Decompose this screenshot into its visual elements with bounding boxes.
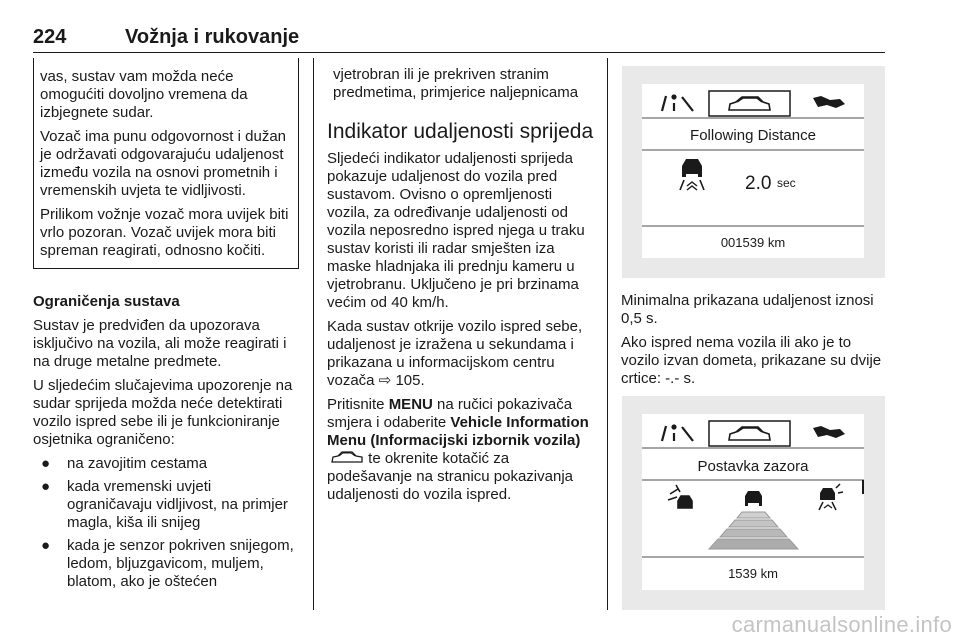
section-heading: Indikator udaljenosti sprijeda bbox=[327, 120, 594, 143]
body-paragraph: U sljedećim slučajevima upozorenje na sudar sprijeda možda neće detektirati vozilo ispred sebe ili je funkcioniranje osjetnika ograničeno: bbox=[33, 377, 293, 448]
page-reference: 105. bbox=[391, 372, 425, 389]
bullet-icon: ● bbox=[41, 455, 51, 472]
following-distance-display bbox=[622, 66, 885, 278]
list-item bbox=[33, 478, 299, 532]
body-paragraph: Ako ispred nema vozila ili ako je to vozilo izvan dometa, prikazane su dvije crtice: -.- s. bbox=[621, 334, 882, 387]
column-divider bbox=[313, 58, 314, 610]
text-run: Kada sustav otkrije vozilo ispred sebe, udaljenost je izražena u sekundama i prikazana u informacijskom centru vozača bbox=[327, 318, 583, 389]
bullet-list bbox=[33, 455, 299, 591]
bullet-icon: ● bbox=[41, 478, 51, 495]
menu-button-label: MENU bbox=[388, 396, 433, 413]
text-run: Pritisnite bbox=[327, 396, 389, 413]
odometer-readout: 1539 km bbox=[728, 566, 778, 581]
list-item bbox=[33, 537, 299, 591]
watermark: carmanualsonline.info bbox=[731, 612, 952, 637]
odometer-readout: 001539 km bbox=[720, 235, 786, 250]
column-right bbox=[621, 292, 883, 394]
warning-paragraph: vas, sustav vam možda neće omogućiti dovoljno vremena da izbjegnete sudar. bbox=[40, 68, 248, 121]
body-paragraph bbox=[327, 318, 595, 390]
column-middle bbox=[327, 66, 595, 510]
scroll-indicator bbox=[862, 480, 864, 494]
list-item bbox=[33, 455, 299, 473]
body-paragraph: Minimalna prikazana udaljenost iznosi 0,5 s. bbox=[621, 292, 874, 327]
warning-paragraph: Vozač ima punu odgovornost i dužan je održavati odgovarajuću udaljenost između vozila na osnovi prometnih i vremenskih uvjeta te vidljivosti. bbox=[40, 128, 286, 199]
page-number: 224 bbox=[33, 26, 67, 48]
text-run: te okrenite kotačić za podešavanje na stranicu pokazivanja udaljenosti do vozila ispred. bbox=[327, 450, 573, 503]
text-run: na ručici pokazivača smjera i odaberite bbox=[327, 396, 573, 431]
distance-unit: sec bbox=[777, 176, 796, 190]
column-divider bbox=[607, 58, 608, 610]
column-left bbox=[33, 58, 299, 596]
body-paragraph bbox=[327, 396, 595, 504]
car-icon bbox=[330, 451, 364, 465]
distance-value: 2.0 bbox=[745, 173, 772, 194]
list-item-text: na zavojitim cestama bbox=[67, 455, 208, 472]
reference-arrow-icon: ⇨ bbox=[378, 372, 392, 389]
body-paragraph: Sljedeći indikator udaljenosti sprijeda pokazuje udaljenost do vozila pred sustavom. Ovisno o opremljenosti vozila, za određivanje udaljenosti od vozila neposredno ispred njega u traku sustav koristi ili radar smješten iza maske hladnjaka ili prednju kameru u vjetrobranu. Uključeno je pri brzinama većim od 40 km/h. bbox=[327, 150, 585, 311]
section-subheading: Ograničenja sustava bbox=[33, 293, 180, 310]
chapter-title: Vožnja i rukovanje bbox=[125, 26, 300, 48]
page-header bbox=[33, 24, 885, 53]
list-item-text: kada vremenski uvjeti ograničavaju vidljivost, na primjer magla, kiša ili snijeg bbox=[67, 478, 288, 531]
body-paragraph: Sustav je predviđen da upozorava isključivo na vozila, ali može reagirati i na druge metalne predmete. bbox=[33, 317, 287, 370]
list-item-text: kada je senzor pokriven snijegom, ledom, bljuzgavicom, muljem, blatom, ako je oštećen bbox=[67, 537, 294, 590]
warning-paragraph: Prilikom vožnje vozač mora uvijek biti vrlo pozoran. Vozač uvijek mora biti spreman reagirati, odnosno kočiti. bbox=[40, 206, 289, 259]
bullet-icon: ● bbox=[41, 537, 51, 554]
display-title: Following Distance bbox=[690, 127, 816, 144]
gap-setting-display bbox=[622, 396, 885, 610]
continuation-text: vjetrobran ili je prekriven stranim predmetima, primjerice naljepnicama bbox=[333, 66, 579, 101]
warning-box bbox=[33, 58, 299, 269]
vehicle-menu-label: Vehicle Information Menu (Informacijski izbornik vozila) bbox=[327, 414, 589, 449]
display-title: Postavka zazora bbox=[697, 458, 809, 475]
